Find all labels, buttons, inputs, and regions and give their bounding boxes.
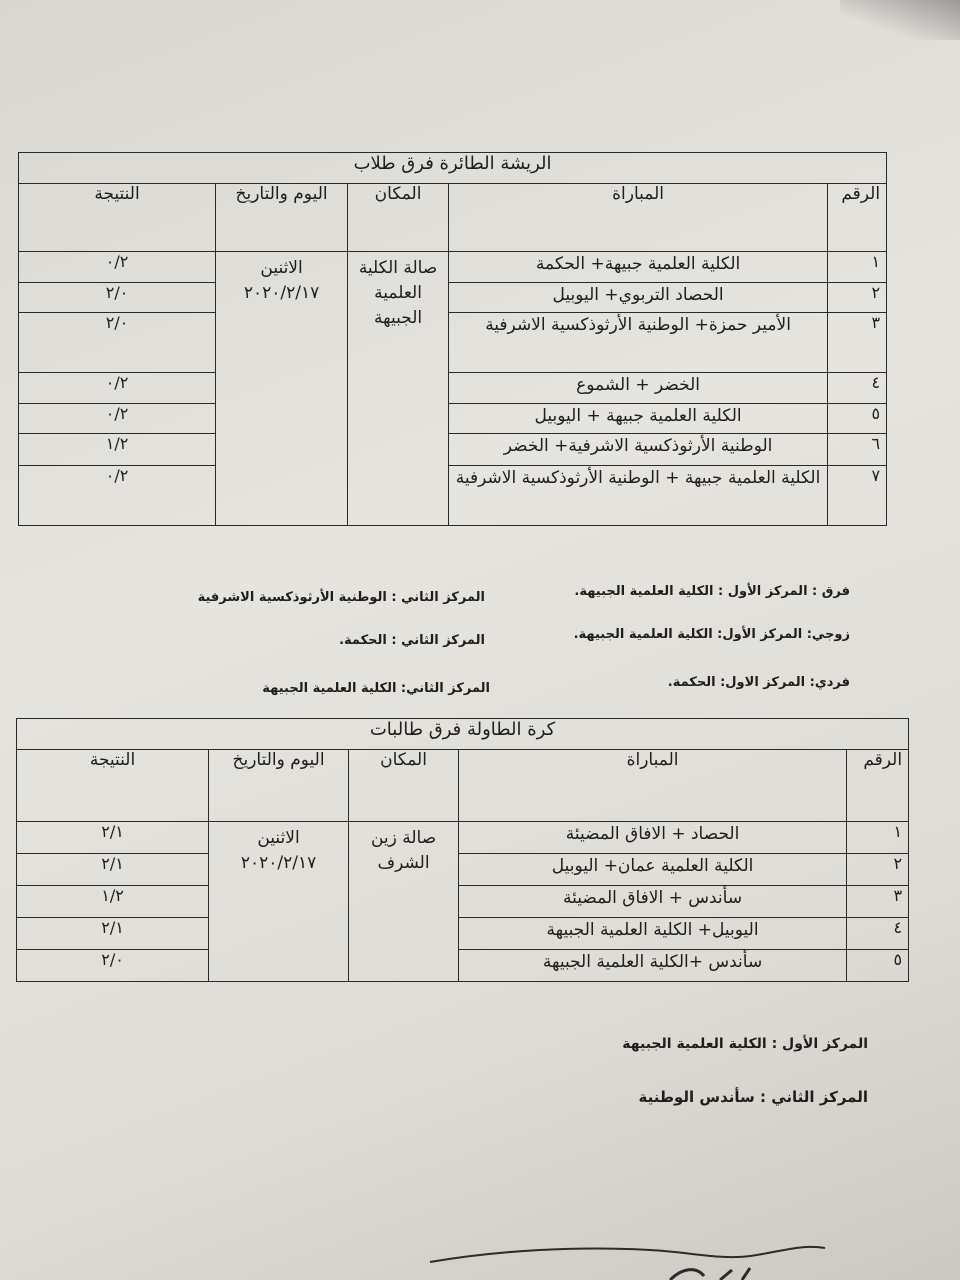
result-cell: ٠/٢ <box>19 373 216 404</box>
match-cell: الكلية العلمية جبيهة+ الحكمة <box>449 252 828 283</box>
place-cell: صالة زين الشرف <box>349 822 459 982</box>
result-cell: ٢/١ <box>17 854 209 886</box>
row-number: ٣ <box>847 886 909 918</box>
paper-corner-shadow <box>840 0 960 40</box>
girls-second-place: المركز الثاني : سأندس الوطنية <box>638 1088 868 1106</box>
match-cell: الخضر + الشموع <box>449 373 828 404</box>
place-cell: صالة الكلية العلمية الجبيهة <box>348 252 449 526</box>
row-number: ٥ <box>847 950 909 982</box>
row-number: ٤ <box>828 373 887 404</box>
match-cell: الحصاد التربوي+ اليوبيل <box>449 283 828 313</box>
header-result: النتيجة <box>19 184 216 252</box>
row-number: ٢ <box>828 283 887 313</box>
match-cell: اليوبيل+ الكلية العلمية الجبيهة <box>459 918 847 950</box>
result-cell: ١/٢ <box>17 886 209 918</box>
girls-first-place: المركز الأول : الكلية العلمية الجبيهة <box>622 1036 868 1052</box>
result-cell: ٢/١ <box>17 918 209 950</box>
team-second-place: المركز الثاني : الوطنية الأرثوذكسية الاشرفية <box>197 590 485 605</box>
singles-second-place: المركز الثاني: الكلية العلمية الجبيهة <box>262 681 490 696</box>
team-first-place: فرق : المركز الأول : الكلية العلمية الجبيهة. <box>574 584 850 599</box>
result-cell: ٠/٢ <box>19 404 216 434</box>
row-number: ٣ <box>828 313 887 373</box>
header-result: النتيجة <box>17 750 209 822</box>
match-cell: الكلية العلمية جبيهة + اليوبيل <box>449 404 828 434</box>
match-cell: الكلية العلمية عمان+ اليوبيل <box>459 854 847 886</box>
header-date: اليوم والتاريخ <box>216 184 348 252</box>
match-cell: الأمير حمزة+ الوطنية الأرثوذكسية الاشرفية <box>449 313 828 373</box>
result-cell: ٢/١ <box>17 822 209 854</box>
doubles-first-place: زوجي: المركز الأول: الكلية العلمية الجبيهة. <box>573 627 850 642</box>
header-date: اليوم والتاريخ <box>209 750 349 822</box>
row-number: ٢ <box>847 854 909 886</box>
doubles-second-place: المركز الثاني : الحكمة. <box>339 633 485 648</box>
result-cell: ١/٢ <box>19 434 216 466</box>
result-cell: ٠/٢ <box>19 466 216 526</box>
row-number: ٤ <box>847 918 909 950</box>
header-place: المكان <box>349 750 459 822</box>
result-cell: ٢/٠ <box>17 950 209 982</box>
date-day: الاثنين <box>260 258 303 278</box>
header-number: الرقم <box>828 184 887 252</box>
signature-scribble <box>420 1210 840 1280</box>
match-cell: سأندس + الافاق المضيئة <box>459 886 847 918</box>
date-cell <box>216 252 348 526</box>
header-number: الرقم <box>847 750 909 822</box>
table-tennis-schedule-table <box>16 718 909 982</box>
result-cell: ٠/٢ <box>19 252 216 283</box>
match-cell: الحصاد + الافاق المضيئة <box>459 822 847 854</box>
date-value: ٢٠٢٠/٢/١٧ <box>240 853 317 873</box>
header-place: المكان <box>348 184 449 252</box>
header-match: المباراة <box>449 184 828 252</box>
row-number: ٦ <box>828 434 887 466</box>
row-number: ٥ <box>828 404 887 434</box>
match-cell: سأندس +الكلية العلمية الجبيهة <box>459 950 847 982</box>
row-number: ١ <box>828 252 887 283</box>
singles-first-place: فردي: المركز الاول: الحكمة. <box>667 675 850 690</box>
result-cell: ٢/٠ <box>19 313 216 373</box>
row-number: ١ <box>847 822 909 854</box>
result-cell: ٢/٠ <box>19 283 216 313</box>
match-cell: الوطنية الأرثوذكسية الاشرفية+ الخضر <box>449 434 828 466</box>
header-match: المباراة <box>459 750 847 822</box>
date-cell <box>209 822 349 982</box>
table-title: الريشة الطائرة فرق طلاب <box>19 153 887 184</box>
date-day: الاثنين <box>257 828 300 848</box>
table-title: كرة الطاولة فرق طالبات <box>17 719 909 750</box>
date-value: ٢٠٢٠/٢/١٧ <box>243 283 320 303</box>
badminton-schedule-table <box>18 152 887 526</box>
row-number: ٧ <box>828 466 887 526</box>
match-cell: الكلية العلمية جبيهة + الوطنية الأرثوذكسية الاشرفية <box>449 466 828 526</box>
